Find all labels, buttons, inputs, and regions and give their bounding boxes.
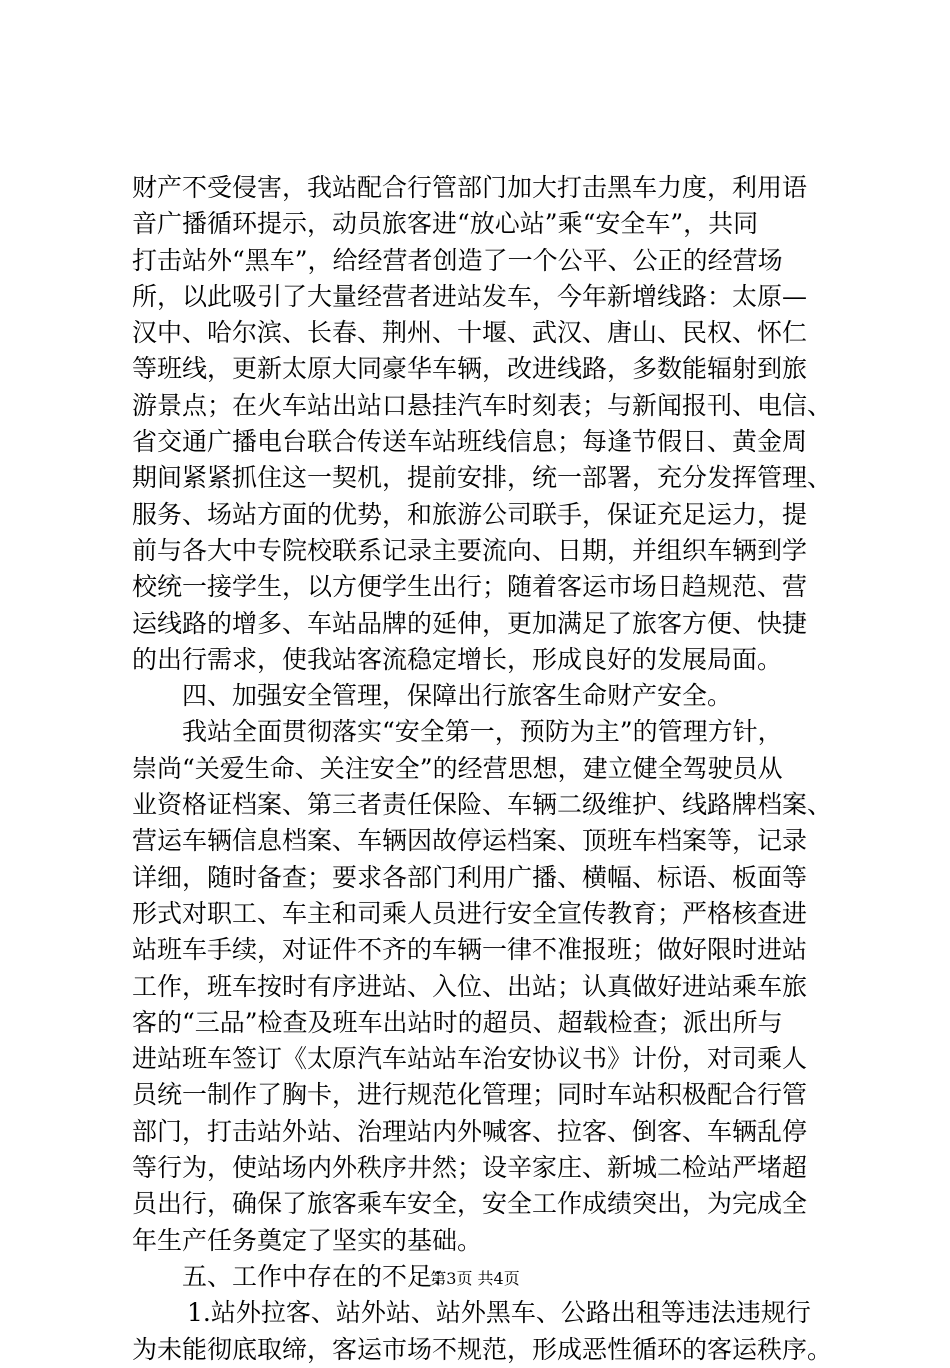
- text-line: 财产不受侵害，我站配合行管部门加大打击黑车力度，利用语: [132, 173, 808, 202]
- text-line: 站班车手续，对证件不齐的车辆一律不准报班；做好限时进站: [132, 935, 808, 965]
- list-item: 1.站外拉客、站外站、站外黑车、公路出租等违法违规行: [187, 1298, 811, 1328]
- text-line: 部门，打击站外站、治理站内外喊客、拉客、倒客、车辆乱停: [132, 1116, 808, 1146]
- text-line: 汉中、哈尔滨、长春、荆州、十堰、武汉、唐山、民权、怀仁: [132, 318, 808, 348]
- text-line: 所，以此吸引了大量经营者进站发车，今年新增线路：太原—: [132, 281, 808, 311]
- text-line: 我站全面贯彻落实“安全第一，预防为主”的管理方针，: [182, 717, 783, 747]
- text-line: 业资格证档案、第三者责任保险、车辆二级维护、线路牌档案、: [132, 790, 833, 820]
- text-line: 为未能彻底取缔，客运市场不规范，形成恶性循环的客运秩序。: [132, 1334, 833, 1364]
- text-line: 崇尚“关爱生命、关注安全”的经营思想，建立健全驾驶员从: [132, 753, 783, 783]
- text-line: 的出行需求，使我站客流稳定增长，形成良好的发展局面。: [132, 644, 783, 674]
- text-line: 省交通广播电台联合传送车站班线信息；每逢节假日、黄金周: [132, 427, 808, 457]
- text-line: 形式对职工、车主和司乘人员进行安全宣传教育；严格核查进: [132, 898, 808, 928]
- text-line: 营运车辆信息档案、车辆因故停运档案、顶班车档案等，记录: [132, 826, 808, 856]
- text-line: 客的“三品”检查及班车出站时的超员、超载检查；派出所与: [132, 1007, 783, 1037]
- text-line: 等班线，更新太原大同豪华车辆，改进线路，多数能辐射到旅: [132, 354, 808, 384]
- page-number-footer: 第3页 共4页: [430, 1269, 520, 1288]
- section-heading: 五、工作中存在的不足：: [182, 1261, 458, 1291]
- text-line: 音广播循环提示，动员旅客进“放心站”乘“安全车”，共同: [132, 209, 759, 239]
- text-line: 前与各大中专院校联系记录主要流向、日期，并组织车辆到学: [132, 535, 808, 565]
- text-line: 打击站外“黑车”，给经营者创造了一个公平、公正的经营场: [132, 245, 783, 275]
- text-line: 期间紧紧抓住这一契机，提前安排，统一部署，充分发挥管理、: [132, 463, 833, 493]
- text-line: 进站班车签订《太原汽车站站车治安协议书》计份，对司乘人: [132, 1044, 808, 1074]
- text-line: 年生产任务奠定了坚实的基础。: [132, 1225, 483, 1255]
- text-line: 校统一接学生，以方便学生出行；随着客运市场日趋规范、营: [132, 572, 808, 602]
- text-line: 员统一制作了胸卡，进行规范化管理；同时车站积极配合行管: [132, 1080, 808, 1110]
- text-line: 等行为，使站场内外秩序井然；设辛家庄、新城二检站严堵超: [132, 1153, 808, 1183]
- text-line: 服务、场站方面的优势，和旅游公司联手，保证充足运力，提: [132, 499, 808, 529]
- text-line: 员出行，确保了旅客乘车安全，安全工作成绩突出，为完成全: [132, 1189, 808, 1219]
- document-body: [132, 170, 832, 1368]
- text-line: 游景点；在火车站出站口悬挂汽车时刻表；与新闻报刊、电信、: [132, 390, 833, 420]
- text-line: 运线路的增多、车站品牌的延伸，更加满足了旅客方便、快捷: [132, 608, 808, 638]
- section-heading: 四、加强安全管理，保障出行旅客生命财产安全。: [182, 681, 733, 711]
- text-line: 详细，随时备查；要求各部门利用广播、横幅、标语、板面等: [132, 862, 808, 892]
- text-line: 工作，班车按时有序进站、入位、出站；认真做好进站乘车旅: [132, 971, 808, 1001]
